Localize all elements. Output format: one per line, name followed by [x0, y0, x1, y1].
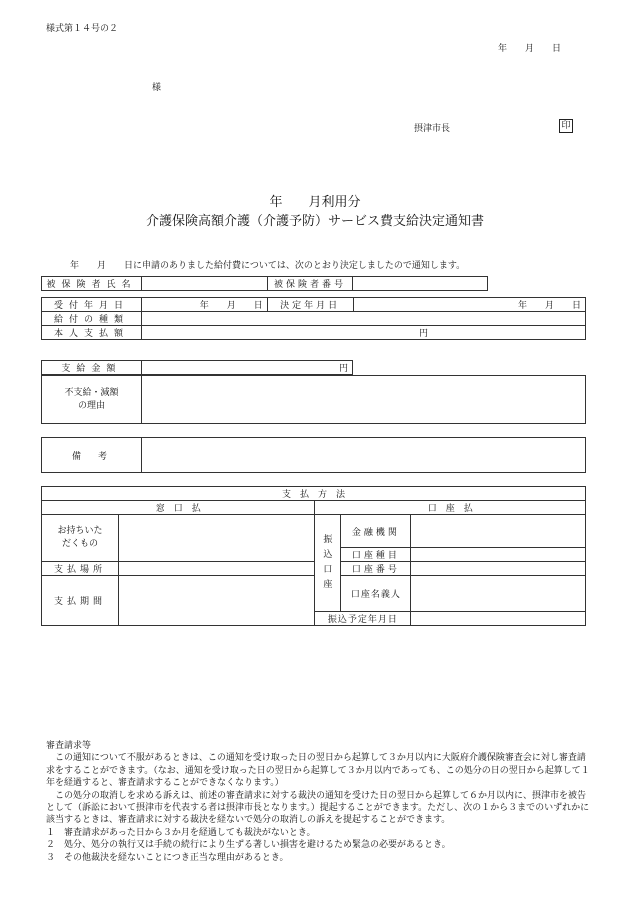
account-type-label: 口座種目 [341, 548, 411, 562]
remarks-field[interactable] [141, 438, 585, 473]
payment-place-label: 支払場所 [42, 562, 119, 576]
transfer-date-field[interactable] [411, 612, 586, 626]
insured-name-label: 被保険者氏名 [42, 277, 142, 291]
payment-amount-table [41, 360, 353, 375]
self-pay-field[interactable] [141, 326, 585, 340]
transfer-char-2: 込 [323, 550, 333, 560]
account-number-label: 口座番号 [341, 562, 411, 576]
notes-item-3: ３ その他裁決を経ないことにつき正当な理由があるとき。 [46, 852, 289, 863]
notes-heading: 審査請求等 [46, 741, 92, 751]
notes-item-1: １ 審査請求があった日から３か月を経過しても裁決がないとき。 [46, 827, 316, 838]
payment-amount-field[interactable] [141, 361, 352, 375]
window-payment-header: 窓 口 払 [42, 501, 315, 515]
issue-date: 年 月 日 [498, 44, 562, 54]
reason-label-line1: 不支給・減額 [64, 387, 119, 398]
items-to-bring-label [42, 515, 119, 562]
remarks-label: 備 考 [42, 438, 142, 473]
remarks-table [41, 437, 586, 473]
payment-period-field[interactable] [118, 576, 315, 626]
payment-method-header: 支 払 方 法 [42, 487, 586, 501]
payment-amount-label: 支給金額 [42, 361, 142, 375]
payment-amount-unit: 円 [338, 364, 348, 374]
document-title: 介護保険高額介護（介護予防）サービス費支給決定通知書 [145, 214, 484, 229]
payment-period-label: 支払期間 [42, 576, 119, 626]
bank-label: 金融機関 [341, 515, 411, 548]
benefit-info-table [41, 297, 586, 340]
usage-month-title: 年 月利用分 [269, 195, 361, 210]
transfer-account-label [315, 515, 341, 612]
insured-number-label: 被保険者番号 [267, 277, 353, 291]
insured-name-field[interactable] [141, 277, 267, 291]
account-type-field[interactable] [411, 548, 586, 562]
received-date-field[interactable]: 年 月 日 [141, 298, 267, 312]
payment-place-field[interactable] [118, 562, 315, 576]
bank-field[interactable] [411, 515, 586, 548]
reason-field[interactable] [141, 376, 585, 424]
benefit-type-label: 給付の種類 [42, 312, 142, 326]
payment-method-table [41, 486, 586, 626]
items-to-bring-line1: お持ちいた [57, 526, 103, 536]
received-date-label: 受付年月日 [42, 298, 142, 312]
transfer-char-1: 振 [323, 535, 333, 545]
self-pay-unit: 円 [418, 329, 428, 339]
decision-date-label: 決定年月日 [267, 298, 353, 312]
addressee-suffix: 様 [152, 83, 162, 93]
account-holder-label: 口座名義人 [341, 576, 411, 612]
benefit-type-field[interactable] [141, 312, 585, 326]
transfer-date-label: 振込予定年月日 [315, 612, 411, 626]
form-number: 様式第１４号の２ [46, 24, 119, 34]
transfer-char-3: 口 [323, 565, 333, 575]
notes-item-2: ２ 処分、処分の執行又は手続の続行により生ずる著しい損害を避けるため緊急の必要があるとき。 [46, 840, 451, 851]
account-number-field[interactable] [411, 562, 586, 576]
appeal-notes [46, 740, 591, 864]
intro-text: 年 月 日に申請のありました給付費については、次のとおり決定しましたので通知します。 [70, 261, 466, 271]
reason-label [42, 376, 142, 424]
insured-number-field[interactable] [353, 277, 488, 291]
notes-paragraph-2: この処分の取消しを求める訴えは、前述の審査請求に対する裁決の通知を受けた日の翌日から起算して６か月以内に、摂津市を被告として（訴訟において摂津市を代表する者は摂津市長となります。）提起することができます。ただし、次の１から３までのいずれかに該当するときは、審査請求に対する裁決を経ないで処分の取消しの訴えを提起することができます。 [46, 790, 590, 826]
account-holder-field[interactable] [411, 576, 586, 612]
reason-table [41, 375, 586, 424]
items-to-bring-line2: だくもの [61, 539, 98, 549]
seal-mark: 印 [559, 119, 573, 133]
reason-label-line2: の理由 [77, 400, 105, 411]
self-pay-label: 本人支払額 [42, 326, 142, 340]
transfer-char-4: 座 [323, 580, 333, 590]
issuer-name: 摂津市長 [414, 124, 451, 134]
notes-paragraph-1: この通知について不服があるときは、この通知を受け取った日の翌日から起算して３か月以内に大阪府介護保険審査会に対し審査請求をすることができます。（なお、通知を受け取った日の翌日から起算して３か月以内であっても、この処分の日の翌日から起算して１年を経過すると、審査請求することができなくなります。） [46, 753, 590, 789]
decision-date-field[interactable]: 年 月 日 [353, 298, 585, 312]
account-payment-header: 口 座 払 [315, 501, 586, 515]
insured-info-table [41, 276, 488, 291]
items-to-bring-field[interactable] [118, 515, 315, 562]
